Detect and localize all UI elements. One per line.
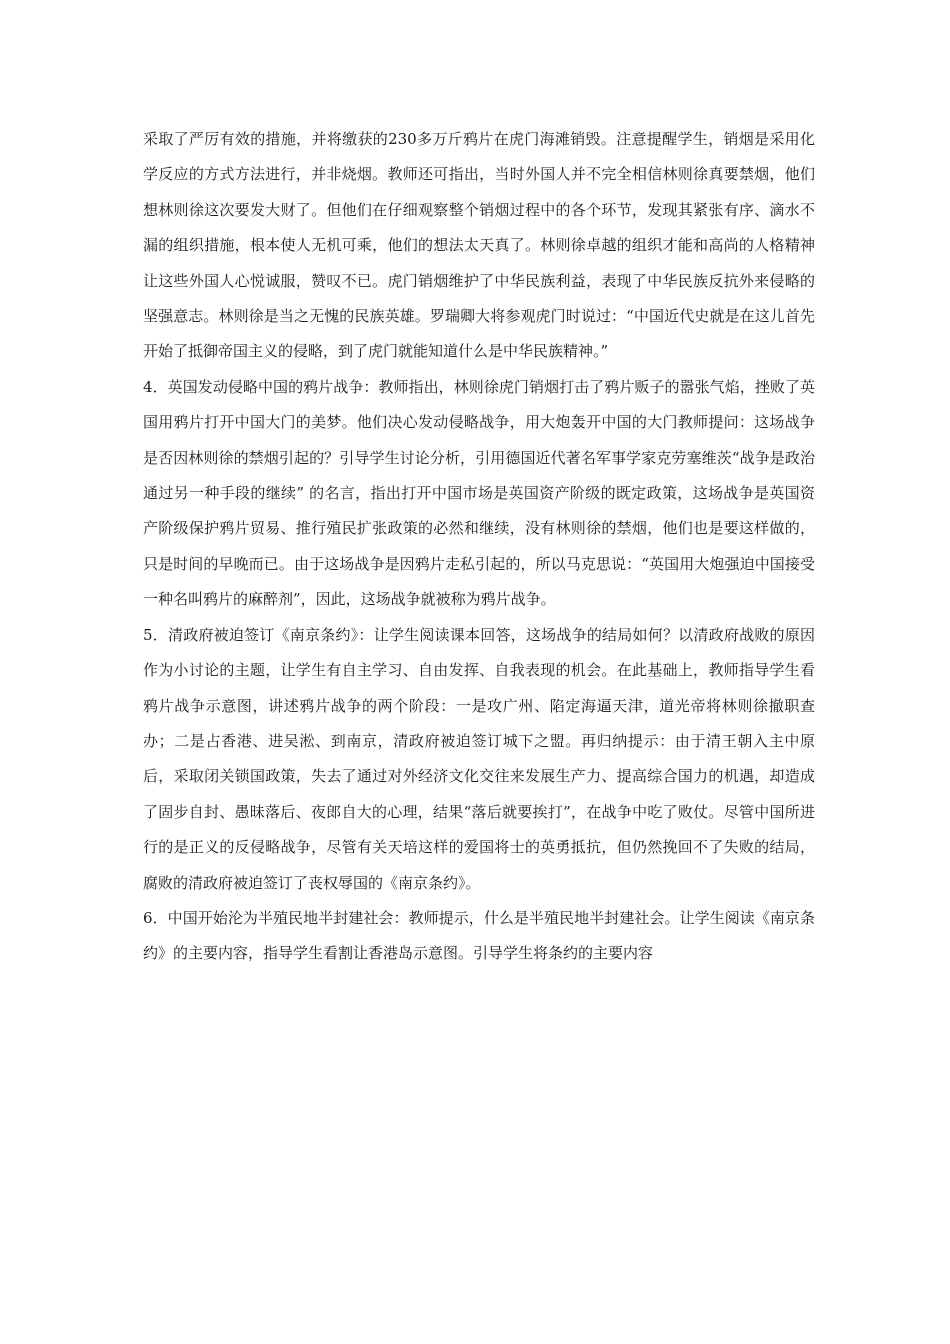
paragraph-semi-colonial-society: 6．中国开始沦为半殖民地半封建社会：教师提示，什么是半殖民地半封建社会。让学生阅读《南京条约》的主要内容，指导学生看割让香港岛示意图。引导学生将条约的主要内容 [143, 908, 815, 963]
body-text [143, 122, 815, 972]
paragraph-humen-destruction: 采取了严厉有效的措施，并将缴获的230多万斤鸦片在虎门海滩销毁。注意提醒学生，销烟是采用化学反应的方式方法进行，并非烧烟。教师还可指出，当时外国人并不完全相信林则徐真要禁烟，他们想林则徐这次要发大财了。但他们在仔细观察整个销烟过程中的各个环节，发现其紧张有序、滴水不漏的组织措施，根本使人无机可乘，他们的想法太天真了。林则徐卓越的组织才能和高尚的人格精神让这些外国人心悦诚服，赞叹不已。虎门销烟维护了中华民族利益，表现了中华民族反抗外来侵略的坚强意志。林则徐是当之无愧的民族英雄。罗瑞卿大将参观虎门时说过：“中国近代史就是在这儿首先开始了抵御帝国主义的侵略，到了虎门就能知道什么是中华民族精神。” [143, 130, 815, 361]
paragraph-treaty-of-nanking: 5．清政府被迫签订《南京条约》：让学生阅读课本回答，这场战争的结局如何？以清政府战败的原因作为小讨论的主题，让学生有自主学习、自由发挥、自我表现的机会。在此基础上，教师指导学生看鸦片战争示意图，讲述鸦片战争的两个阶段：一是攻广州、陷定海逼天津，道光帝将林则徐撤职查办；二是占香港、进吴淞、到南京，清政府被迫签订城下之盟。再归纳提示：由于清王朝入主中原后，采取闭关锁国政策，失去了通过对外经济文化交往来发展生产力、提高综合国力的机遇，却造成了固步自封、愚昧落后、夜郎自大的心理，结果“落后就要挨打”，在战争中吃了败仗。尽管中国所进行的是正义的反侵略战争，尽管有关天培这样的爱国将士的英勇抵抗，但仍然挽回不了失败的结局，腐败的清政府被迫签订了丧权辱国的《南京条约》。 [143, 625, 815, 892]
paragraph-opium-war: 4．英国发动侵略中国的鸦片战争：教师指出，林则徐虎门销烟打击了鸦片贩子的嚣张气焰，挫败了英国用鸦片打开中国大门的美梦。他们决心发动侵略战争，用大炮轰开中国的大门教师提问：这场战争是否因林则徐的禁烟引起的？引导学生讨论分析，引用德国近代著名军事学家克劳塞维茨“战争是政治通过另一种手段的继续” 的名言，指出打开中国市场是英国资产阶级的既定政策，这场战争是英国资产阶级保护鸦片贸易、推行殖民扩张政策的必然和继续，没有林则徐的禁烟，他们也是要这样做的，只是时间的早晚而已。由于这场战争是因鸦片走私引起的，所以马克思说：“英国用大炮强迫中国接受一种名叫鸦片的麻醉剂”，因此，这场战争就被称为鸦片战争。 [143, 377, 815, 609]
